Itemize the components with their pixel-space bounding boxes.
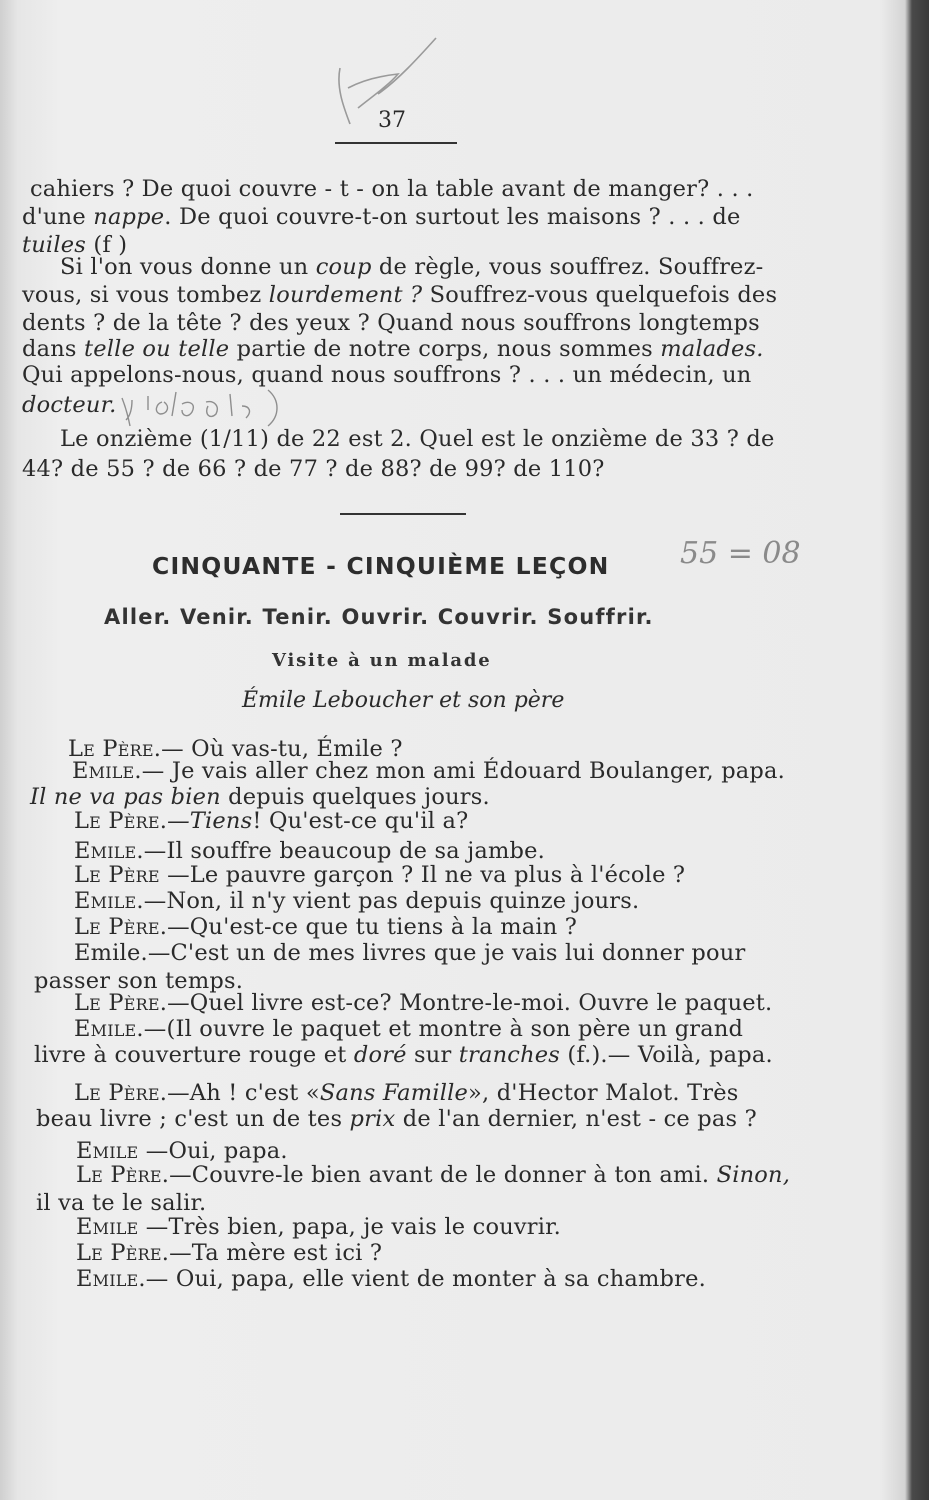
dialogue-line: Le Père.—Couvre-le bien avant de le donner à ton ami. Sinon, <box>76 1162 791 1188</box>
dialogue-line: livre à couverture rouge et doré sur tranches (f.).— Voilà, papa. <box>34 1042 773 1068</box>
dialogue-line: Emile.—Non, il n'y vient pas depuis quinze jours. <box>74 888 640 914</box>
text-line: d'une nappe. De quoi couvre-t-on surtout les maisons ? . . . de <box>22 204 741 230</box>
dialogue-line: Le Père —Le pauvre garçon ? Il ne va plus à l'école ? <box>74 862 686 888</box>
text-line: dents ? de la tête ? des yeux ? Quand nous souffrons longtemps <box>22 310 760 336</box>
dialogue-line: Emile —Très bien, papa, je vais le couvrir. <box>76 1214 561 1240</box>
handwritten-note-icon <box>118 386 298 430</box>
dialogue-line: passer son temps. <box>34 968 244 994</box>
lesson-subtitle: Émile Leboucher et son père <box>242 688 565 713</box>
dialogue-line: Le Père.—Ah ! c'est «Sans Famille», d'Hector Malot. Très <box>74 1080 739 1106</box>
dialogue-line: Emile.—C'est un de mes livres que je vais lui donner pour <box>74 940 746 966</box>
top-rule <box>335 142 457 144</box>
dialogue-line: Emile —Oui, papa. <box>76 1138 288 1164</box>
lesson-title: CINQUANTE - CINQUIÈME LEÇON <box>152 552 610 580</box>
dialogue-line: Il ne va pas bien depuis quelques jours. <box>30 784 490 810</box>
dialogue-line: Le Père.—Qu'est-ce que tu tiens à la main ? <box>74 914 578 940</box>
dialogue-line: Emile.— Je vais aller chez mon ami Édouard Boulanger, papa. <box>72 758 785 784</box>
dialogue-line: beau livre ; c'est un de tes prix de l'an dernier, n'est - ce pas ? <box>36 1106 757 1132</box>
dialogue-line: Emile.—Il souffre beaucoup de sa jambe. <box>74 838 545 864</box>
handwritten-annotation: 55 = 08 <box>680 536 801 571</box>
dialogue-line: Emile.— Oui, papa, elle vient de monter à sa chambre. <box>76 1266 706 1292</box>
section-divider <box>340 513 466 515</box>
text-line: Qui appelons-nous, quand nous souffrons ? . . . un médecin, un <box>22 362 752 388</box>
dialogue-line: Le Père.—Tiens! Qu'est-ce qu'il a? <box>74 808 469 834</box>
dialogue-line: Le Père.—Quel livre est-ce? Montre-le-moi. Ouvre le paquet. <box>74 990 773 1016</box>
text-line: tuiles (f ) <box>22 232 128 258</box>
text-line: docteur. <box>22 392 117 418</box>
lesson-section-title: Visite à un malade <box>272 650 492 671</box>
text-line: cahiers ? De quoi couvre - t - on la table avant de manger? . . . <box>30 176 754 202</box>
lesson-verbs: Aller. Venir. Tenir. Ouvrir. Couvrir. Souffrir. <box>104 605 654 629</box>
page-number: 37 <box>378 108 406 133</box>
text-line: Le onzième (1/11) de 22 est 2. Quel est le onzième de 33 ? de <box>60 426 775 452</box>
text-line: 44? de 55 ? de 66 ? de 77 ? de 88? de 99? de 110? <box>22 456 605 482</box>
text-line: dans telle ou telle partie de notre corps, nous sommes malades. <box>22 336 764 362</box>
text-line: vous, si vous tombez lourdement ? Souffrez-vous quelquefois des <box>22 282 778 308</box>
dialogue-line: il va te le salir. <box>36 1190 207 1216</box>
text-line: Si l'on vous donne un coup de règle, vous souffrez. Souffrez- <box>60 254 764 280</box>
dialogue-line: Le Père.—Ta mère est ici ? <box>76 1240 383 1266</box>
dialogue-line: Emile.—(Il ouvre le paquet et montre à son père un grand <box>74 1016 744 1042</box>
dialogue-line: Le Père.— Où vas-tu, Émile ? <box>68 736 403 762</box>
